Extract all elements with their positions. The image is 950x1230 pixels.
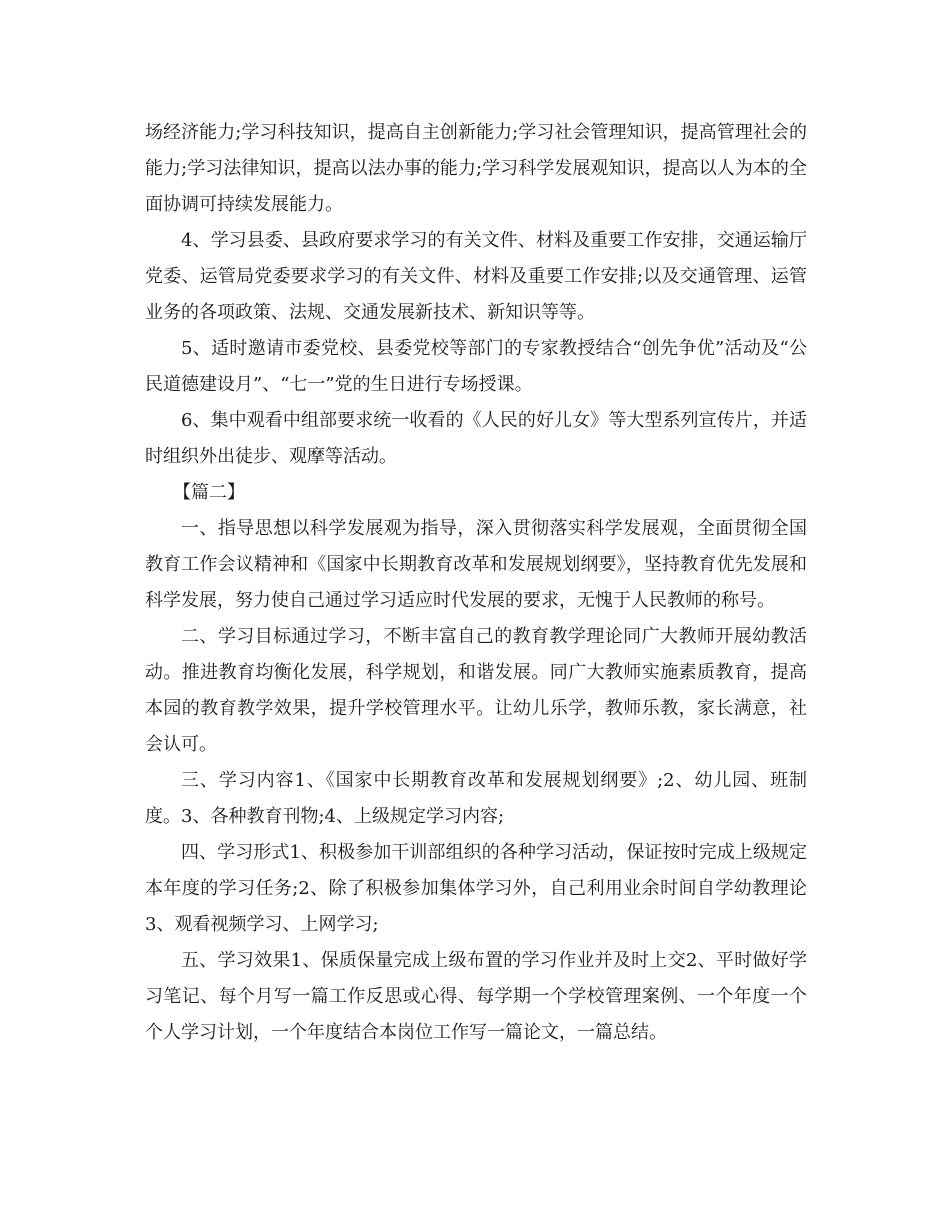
paragraph-continued: 场经济能力;学习科技知识，提高自主创新能力;学习社会管理知识，提高管理社会的能力;学习法律知识，提高以法办事的能力;学习科学发展观知识，提高以人为本的全面协调可持续发展能力。 — [145, 122, 807, 215]
section-heading: 【篇二】 — [173, 482, 245, 503]
paragraph-item-6: 6、集中观看中组部要求统一收看的《人民的好儿女》等大型系列宣传片，并适时组织外出徒步、观摩等活动。 — [145, 410, 807, 467]
paragraph-item-4: 4、学习县委、县政府要求学习的有关文件、材料及重要工作安排，交通运输厅党委、运管局党委要求学习的有关文件、材料及重要工作安排;以及交通管理、运管业务的各项政策、法规、交通发展新技术、新知识等等。 — [145, 230, 807, 323]
paragraph-learning-content: 三、学习内容1、《国家中长期教育改革和发展规划纲要》;2、幼儿园、班制度。3、各种教育刊物;4、上级规定学习内容; — [145, 770, 807, 827]
paragraph-learning-goals: 二、学习目标通过学习，不断丰富自己的教育教学理论同广大教师开展幼教活动。推进教育均衡化发展，科学规划，和谐发展。同广大教师实施素质教育，提高本园的教育教学效果，提升学校管理水平。让幼儿乐学，教师乐教，家长满意，社会认可。 — [145, 626, 807, 755]
paragraph-item-5: 5、适时邀请市委党校、县委党校等部门的专家教授结合“创先争优”活动及“公民道德建设月”、“七一”党的生日进行专场授课。 — [145, 338, 807, 395]
document-body — [145, 115, 807, 1051]
paragraph-guiding-ideology: 一、指导思想以科学发展观为指导，深入贯彻落实科学发展观，全面贯彻全国教育工作会议精神和《国家中长期教育改革和发展规划纲要》，坚持教育优先发展和科学发展，努力使自己通过学习适应时代发展的要求，无愧于人民教师的称号。 — [145, 518, 807, 611]
paragraph-learning-effect: 五、学习效果1、保质保量完成上级布置的学习作业并及时上交2、平时做好学习笔记、每个月写一篇工作反思或心得、每学期一个学校管理案例、一个年度一个个人学习计划，一个年度结合本岗位工作写一篇论文，一篇总结。 — [145, 950, 807, 1043]
paragraph-learning-form: 四、学习形式1、积极参加干训部组织的各种学习活动，保证按时完成上级规定本年度的学习任务;2、除了积极参加集体学习外，自己利用业余时间自学幼教理论3、观看视频学习、上网学习; — [145, 842, 807, 935]
